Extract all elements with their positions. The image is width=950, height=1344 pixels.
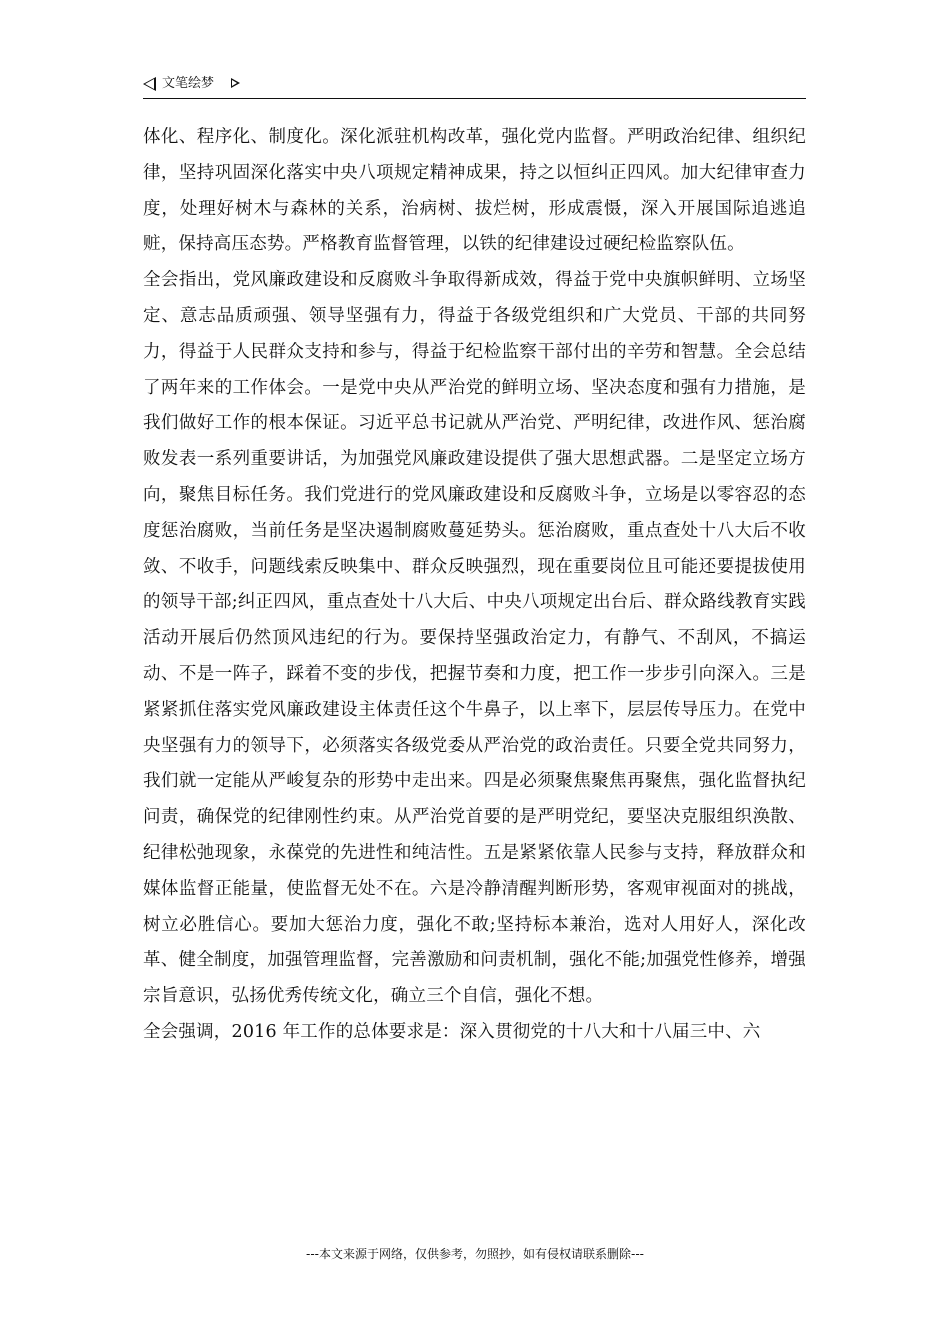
document-body [143, 120, 806, 1051]
body-paragraph-2: 全会指出，党风廉政建设和反腐败斗争取得新成效，得益于党中央旗帜鲜明、立场坚定、意志品质顽强、领导坚强有力，得益于各级党组织和广大党员、干部的共同努力，得益于人民群众支持和参与，得益于纪检监察干部付出的辛劳和智慧。全会总结了两年来的工作体会。一是党中央从严治党的鲜明立场、坚决态度和强有力措施，是我们做好工作的根本保证。习近平总书记就从严治党、严明纪律，改进作风、惩治腐败发表一系列重要讲话，为加强党风廉政建设提供了强大思想武器。二是坚定立场方向，聚焦目标任务。我们党进行的党风廉政建设和反腐败斗争，立场是以零容忍的态度惩治腐败，当前任务是坚决遏制腐败蔓延势头。惩治腐败，重点查处十八大后不收敛、不收手，问题线索反映集中、群众反映强烈，现在重要岗位且可能还要提拔使用的领导干部;纠正四风，重点查处十八大后、中央八项规定出台后、群众路线教育实践活动开展后仍然顶风违纪的行为。要保持坚强政治定力，有静气、不刮风，不搞运动、不是一阵子，踩着不变的步伐，把握节奏和力度，把工作一步步引向深入。三是紧紧抓住落实党风廉政建设主体责任这个牛鼻子，以上率下，层层传导压力。在党中央坚强有力的领导下，必须落实各级党委从严治党的政治责任。只要全党共同努力，我们就一定能从严峻复杂的形势中走出来。四是必须聚焦聚焦再聚焦，强化监督执纪问责，确保党的纪律刚性约束。从严治党首要的是严明党纪，要坚决克服组织涣散、纪律松弛现象，永葆党的先进性和纯洁性。五是紧紧依靠人民参与支持，释放群众和媒体监督正能量，使监督无处不在。六是冷静清醒判断形势，客观审视面对的挑战，树立必胜信心。要加大惩治力度，强化不敢;坚持标本兼治，选对人用好人，深化改革、健全制度，加强管理监督，完善激励和问责机制，强化不能;加强党性修养，增强宗旨意识，弘扬优秀传统文化，确立三个自信，强化不想。 [143, 270, 806, 1007]
triangle-left-icon [143, 77, 156, 91]
body-paragraph-3: 全会强调，2016 年工作的总体要求是：深入贯彻党的十八大和十八届三中、六 [143, 1021, 761, 1042]
page-header [143, 74, 806, 99]
header-title: 文笔绘梦 [162, 76, 215, 91]
body-paragraph-1: 体化、程序化、制度化。深化派驻机构改革，强化党内监督。严明政治纪律、组织纪律，坚持巩固深化落实中央八项规定精神成果，持之以恒纠正四风。加大纪律审查力度，处理好树木与森林的关系，治病树、拔烂树，形成震慑，深入开展国际追逃追赃，保持高压态势。严格教育监督管理，以铁的纪律建设过硬纪检监察队伍。 [143, 127, 806, 255]
triangle-right-icon [231, 78, 240, 88]
page-footer: ---本文来源于网络，仅供参考，勿照抄，如有侵权请联系删除--- [306, 1247, 644, 1261]
